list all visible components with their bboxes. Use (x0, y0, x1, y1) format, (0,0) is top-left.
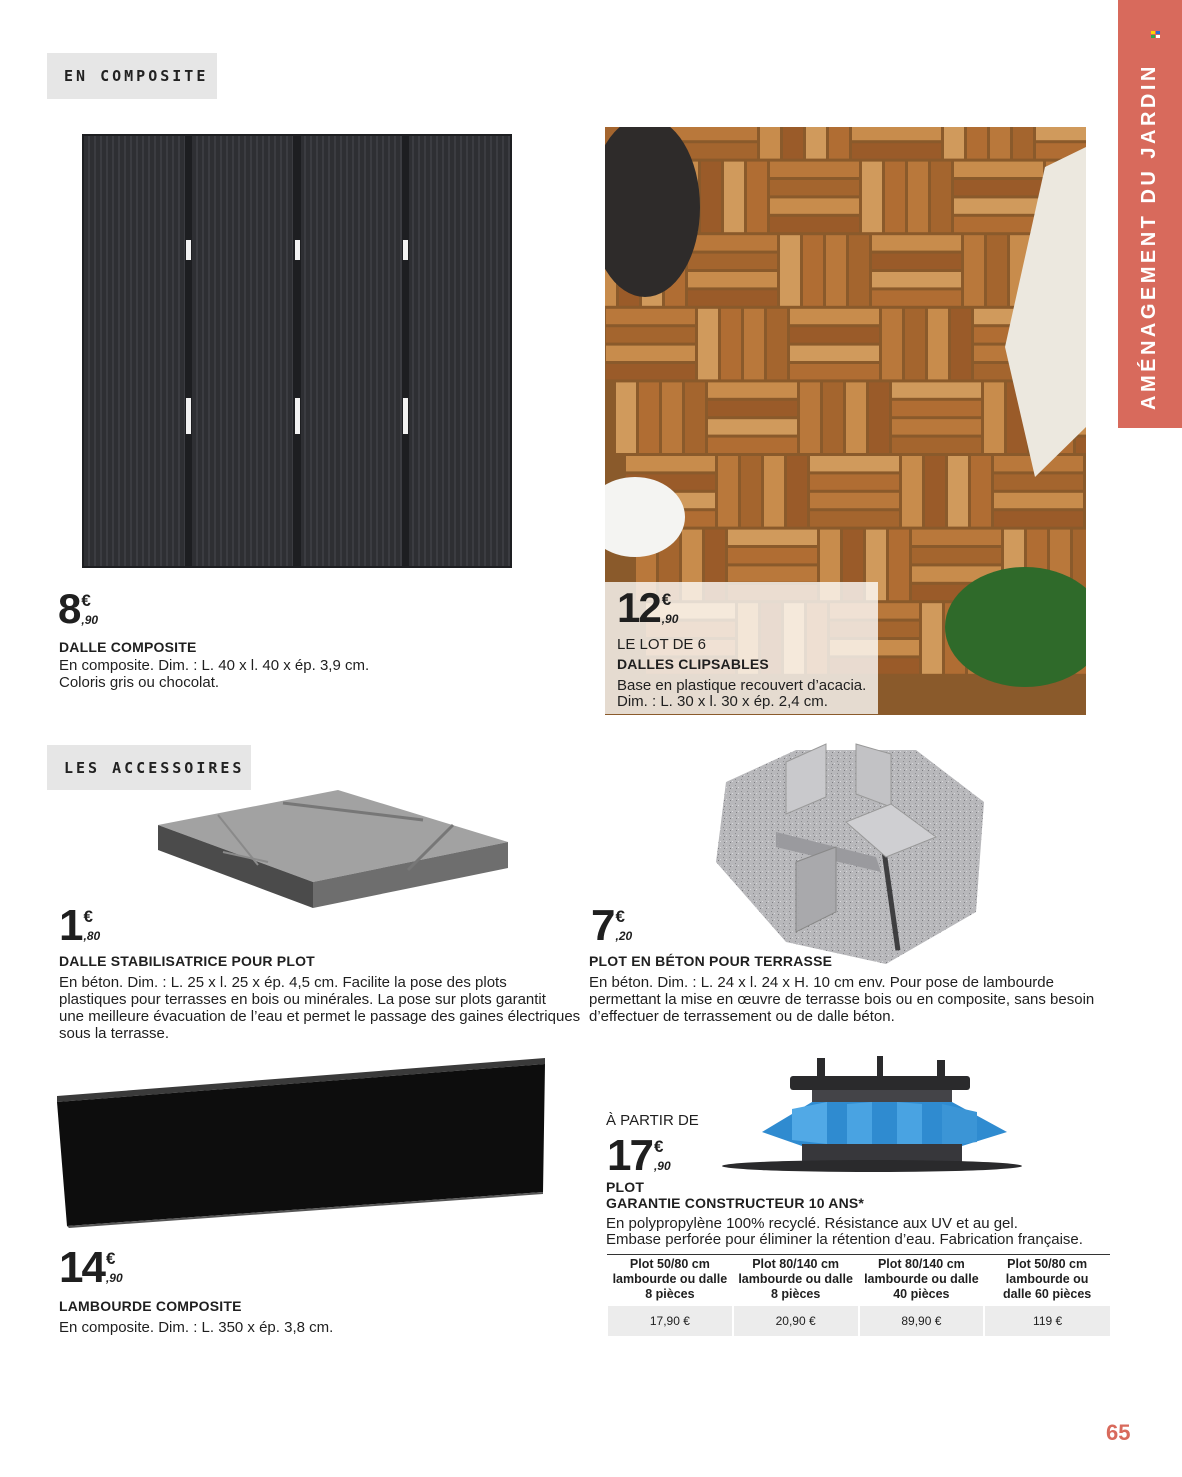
dalle-stabilisatrice-desc-4: sous la terrasse. (59, 1025, 170, 1042)
price-cents: ,20 (615, 929, 633, 943)
table-price-cell: 119 € (984, 1306, 1110, 1336)
table-price-cell: 17,90 € (607, 1306, 733, 1336)
dalle-composite-name: DALLE COMPOSITE (59, 639, 197, 655)
plot-beton-image (716, 742, 984, 964)
lambourde-image (55, 1056, 550, 1228)
dalles-clipsables-price (617, 584, 679, 631)
dalle-composite-desc-1: En composite. Dim. : L. 40 x l. 40 x ép. 3,9 cm. (59, 657, 370, 674)
side-banner-text: AMÉNAGEMENT DU JARDIN (1138, 63, 1160, 410)
plot-from-label: À PARTIR DE (606, 1112, 699, 1129)
plot-desc-2: Embase perforée pour éliminer la rétention d’eau. Fabrication française. (606, 1231, 1083, 1248)
table-price-cell: 89,90 € (859, 1306, 985, 1336)
price-cents: ,90 (661, 612, 679, 626)
table-header-row (607, 1255, 1110, 1307)
table-header-cell: Plot 50/80 cm lambourde ou dalle 60 pièces (984, 1255, 1110, 1307)
dalle-stabilisatrice-name: DALLE STABILISATRICE POUR PLOT (59, 953, 315, 969)
plot-price-table (606, 1254, 1110, 1336)
table-price-cell: 20,90 € (733, 1306, 859, 1336)
currency-symbol: € (653, 1137, 664, 1156)
dalles-clipsables-desc-2: Dim. : L. 30 x l. 30 x ép. 2,4 cm. (617, 693, 828, 710)
price-integer: 1 (59, 901, 82, 950)
plot-beton-desc-3: d’effectuer de terrassement ou de dalle béton. (589, 1008, 895, 1025)
dalle-composite-image (82, 134, 512, 568)
plot-warranty: GARANTIE CONSTRUCTEUR 10 ANS* (606, 1195, 865, 1211)
lambourde-name: LAMBOURDE COMPOSITE (59, 1298, 242, 1314)
plot-desc-1: En polypropylène 100% recyclé. Résistance aux UV et au gel. (606, 1215, 1018, 1232)
section-tag-accessories: LES ACCESSOIRES (47, 745, 251, 790)
banner-logo (1151, 31, 1160, 38)
plot-price (607, 1131, 671, 1180)
price-integer: 12 (617, 584, 660, 631)
lambourde-desc-1: En composite. Dim. : L. 350 x ép. 3,8 cm. (59, 1319, 334, 1336)
plot-image (722, 1054, 1022, 1176)
dalles-clipsables-name: DALLES CLIPSABLES (617, 656, 769, 672)
dalle-stabilisatrice-image (158, 790, 508, 910)
dalle-composite-price (58, 585, 99, 632)
price-cents: ,90 (105, 1271, 123, 1285)
table-header-cell: Plot 50/80 cm lambourde ou dalle 8 pièces (607, 1255, 733, 1307)
table-header-cell: Plot 80/140 cm lambourde ou dalle 40 pièces (859, 1255, 985, 1307)
price-cents: ,90 (653, 1159, 671, 1173)
price-integer: 8 (58, 585, 80, 632)
price-integer: 17 (607, 1131, 652, 1180)
currency-symbol: € (105, 1249, 116, 1268)
section-tag-composite: EN COMPOSITE (47, 53, 217, 99)
currency-symbol: € (661, 590, 672, 609)
dalles-clipsables-desc-1: Base en plastique recouvert d’acacia. (617, 677, 867, 694)
side-banner (1118, 0, 1182, 428)
plot-beton-desc-2: permettant la mise en œuvre de terrasse bois ou en composite, sans besoin (589, 991, 1095, 1008)
plot-beton-name: PLOT EN BÉTON POUR TERRASSE (589, 953, 833, 969)
page-number: 65 (1106, 1420, 1131, 1445)
price-cents: ,80 (83, 929, 101, 943)
table-row (607, 1306, 1110, 1336)
dalle-stabilisatrice-desc-3: une meilleure évacuation de l’eau et permet le passage des gaines électriques (59, 1008, 581, 1025)
dalle-composite-desc-2: Coloris gris ou chocolat. (59, 674, 220, 691)
lambourde-price (59, 1243, 123, 1292)
currency-symbol: € (83, 907, 93, 926)
plot-beton-price (591, 901, 633, 950)
dalle-stabilisatrice-desc-1: En béton. Dim. : L. 25 x l. 25 x ép. 4,5 cm. Facilite la pose des plots (59, 974, 507, 991)
plot-beton-desc-1: En béton. Dim. : L. 24 x l. 24 x H. 10 cm env. Pour pose de lambourde (589, 974, 1054, 991)
currency-symbol: € (615, 907, 625, 926)
dalles-clipsables-lot: LE LOT DE 6 (617, 636, 706, 653)
price-cents: ,90 (81, 613, 99, 627)
price-integer: 7 (591, 901, 614, 950)
currency-symbol: € (81, 591, 91, 610)
dalle-stabilisatrice-desc-2: plastiques pour terrasses en bois ou minérales. La pose sur plots garantit (59, 991, 546, 1008)
dalle-stabilisatrice-price (59, 901, 101, 950)
table-header-cell: Plot 80/140 cm lambourde ou dalle 8 pièces (733, 1255, 859, 1307)
plot-name: PLOT (606, 1179, 645, 1195)
price-integer: 14 (59, 1243, 104, 1292)
